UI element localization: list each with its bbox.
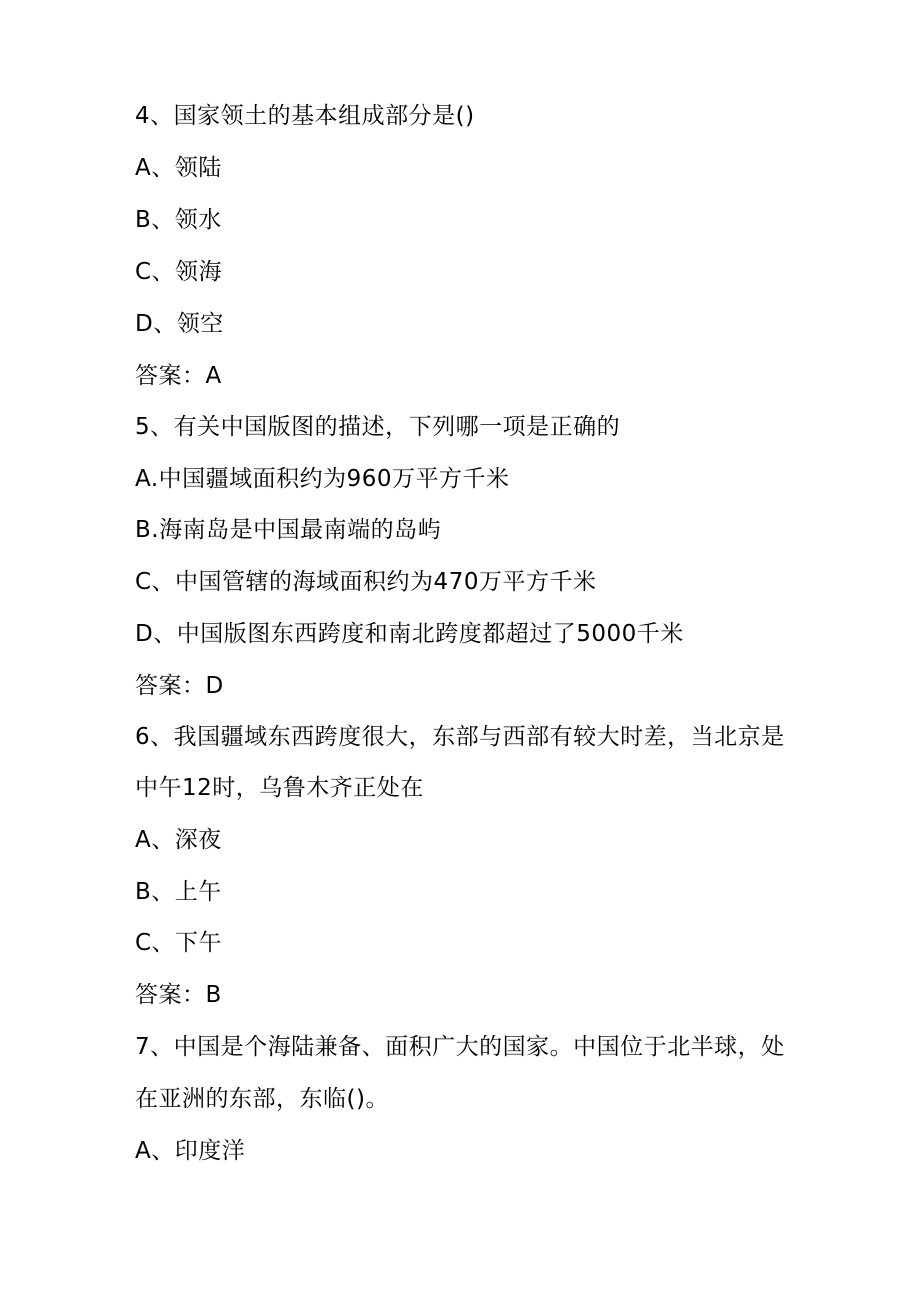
question-6-stem-line-2: 中午12时，乌鲁木齐正处在 [135, 775, 424, 801]
question-7-option-a: A、印度洋 [135, 1138, 246, 1164]
question-5-option-d: D、中国版图东西跨度和南北跨度都超过了5000千米 [135, 621, 684, 647]
question-5-answer: 答案：D [135, 673, 224, 699]
question-4-stem: 4、国家领土的基本组成部分是() [135, 103, 475, 129]
question-7-stem-line-1: 7、中国是个海陆兼备、面积广大的国家。中国位于北半球，处 [135, 1034, 785, 1060]
question-6-answer: 答案：B [135, 982, 222, 1008]
question-4-option-b: B、领水 [135, 207, 222, 233]
question-5-option-c: C、中国管辖的海域面积约为470万平方千米 [135, 569, 597, 595]
question-6-stem-line-1: 6、我国疆域东西跨度很大，东部与西部有较大时差，当北京是 [135, 724, 785, 750]
question-7-stem-line-2: 在亚洲的东部，东临()。 [135, 1086, 389, 1112]
question-4-option-c: C、领海 [135, 259, 223, 285]
question-6-option-b: B、上午 [135, 879, 222, 905]
question-4-option-a: A、领陆 [135, 155, 222, 181]
question-5-option-b: B.海南岛是中国最南端的岛屿 [135, 517, 442, 543]
question-6-option-a: A、深夜 [135, 827, 222, 853]
question-6-option-c: C、下午 [135, 930, 223, 956]
question-5-option-a: A.中国疆域面积约为960万平方千米 [135, 466, 510, 492]
question-4-option-d: D、领空 [135, 311, 224, 337]
question-4-answer: 答案：A [135, 363, 222, 389]
question-5-stem: 5、有关中国版图的描述，下列哪一项是正确的 [135, 414, 621, 440]
